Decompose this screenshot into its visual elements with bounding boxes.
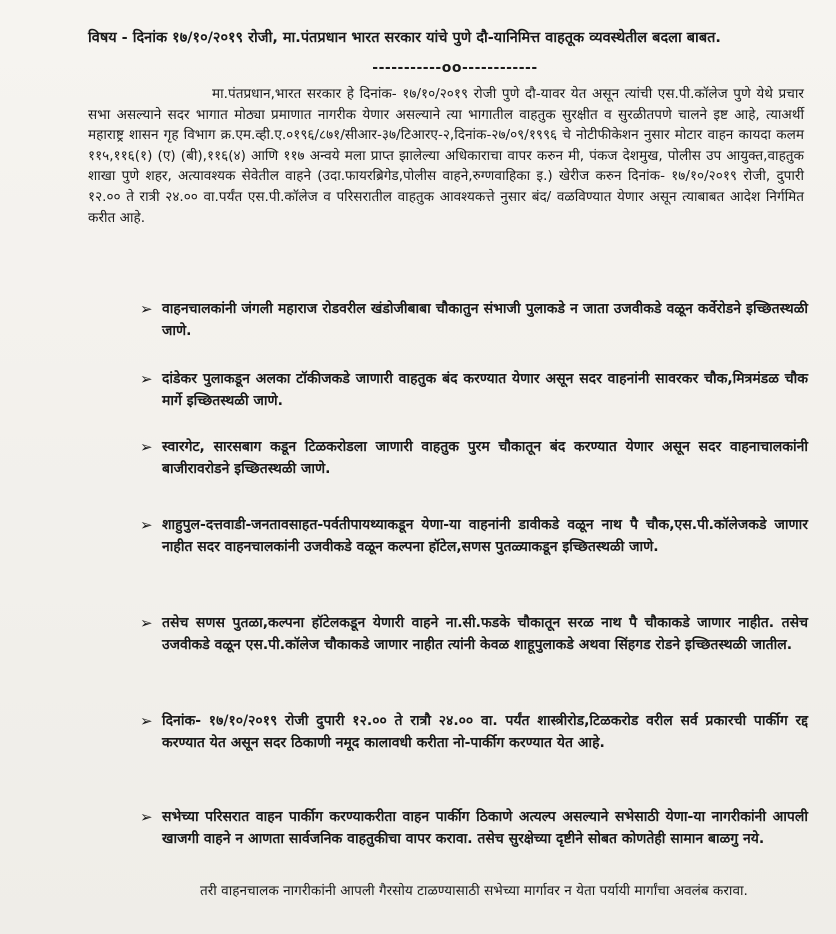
order-point-4 [140,514,808,558]
arrow-bullet-icon: ➢ [140,300,153,318]
order-point-text: तसेच सणस पुतळा,कल्पना हॉटेलकडून येणारी वाहने ना.सी.फडके चौकातून सरळ नाथ पै चौकाकडे जाणार नाहीत. तसेच उजवीकडे वळून एस.पी.कॉलेज चौकाकडे जाणार नाहीत त्यांनी केवळ शाहूपुलाकडे अथवा सिंहगड रोडने इच्छितस्थळी जातील. [162,615,808,653]
arrow-bullet-icon: ➢ [140,614,153,632]
arrow-bullet-icon: ➢ [140,370,153,388]
order-point-7 [140,806,808,850]
order-point-text: दिनांक- १७/१०/२०१९ रोजी दुपारी १२.०० ते रात्रौ २४.०० वा. पर्यंत शास्त्रीरोड,टिळकरोड वरील सर्व प्रकारची पार्कीग रद्द करण्यात येत असून सदर ठिकाणी नमूद कालावधी करीता नो-पार्कीग करण्यात येत आहे. [162,713,808,751]
order-point-text: शाहुपुल-दत्तवाडी-जनतावसाहत-पर्वतीपायथ्याकडून येणा-या वाहनांनी डावीकडे वळून नाथ पै चौक,एस.पी.कॉलेजकडे जाणार नाहीत सदर वाहनचालकांनी उजवीकडे वळून कल्पना हॉटेल,सणस पुतळ्याकडून इच्छितस्थळी जाणे. [162,517,808,555]
intro-paragraph: मा.पंतप्रधान,भारत सरकार हे दिनांक- १७/१०/२०१९ रोजी पुणे दौ-यावर येत असून त्यांची एस.पी.कॉलेज पुणे येथे प्रचार सभा असल्याने सदर भागात मोठ्या प्रमाणात नागरीक येणार असल्याने त्या भागातील वाहतुक सुरक्षीत व सुरळीतपणे चालने इष्ट आहे, त्याअर्थी महाराष्ट्र शासन गृह विभाग क्र.एम.व्ही.ए.०१९६/८७१/सीआर-३७/टिआरए-२,दिनांक-२७/०९/१९९६ चे नोटीफीकेशन नुसार मोटार वाहन कायदा कलम ११५,११६(१) (ए) (बी),११६(४) आणि ११७ अन्वये मला प्राप्त झालेल्या अधिकाराचा वापर करुन मी, पंकज देशमुख, पोलीस उप आयुक्त,वाहतुक शाखा पुणे शहर, अत्यावश्यक सेवेतील वाहने (उदा.फायरब्रिगेड,पोलीस वाहने,रुग्णवाहिका इ.) खेरीज करुन दिनांक- १७/१०/२०१९ रोजी, दुपारी १२.०० ते रात्री २४.०० वा.पर्यंत एस.पी.कॉलेज व परिसरातील वाहतुक आवश्यकत्ते नुसार बंद/ वळविण्यात येणार असून त्याबाबत आदेश निर्गमित करीत आहे. [88,86,804,226]
order-point-1 [140,298,808,342]
arrow-bullet-icon: ➢ [140,808,153,826]
arrow-bullet-icon: ➢ [140,712,153,730]
order-point-text: दांडेकर पुलाकडून अलका टॉकीजकडे जाणारी वाहतुक बंद करण्यात येणार असून सदर वाहनांनी सावरकर चौक,मित्रमंडळ चौक मार्गे इच्छितस्थळी जाणे. [162,371,808,409]
order-point-2 [140,368,808,412]
order-point-5 [140,612,808,656]
divider-line: -----------oo------------ [372,60,538,76]
arrow-bullet-icon: ➢ [140,438,153,456]
order-point-text: सभेच्या परिसरात वाहन पार्कीग करण्याकरीता वाहन पार्कीग ठिकाणे अत्यल्प असल्याने सभेसाठी येणा-या नागरीकांनी आपली खाजगी वाहने न आणता सार्वजनिक वाहतुकीचा वापर करावा. तसेच सुरक्षेच्या दृष्टीने सोबत कोणतेही सामान बाळगु नये. [162,809,808,847]
order-point-text: स्वारगेट, सारसबाग कडून टिळकरोडला जाणारी वाहतुक पुरम चौकातून बंद करण्यात येणार असून सदर वाहनाचालकांनी बाजीरावरोडने इच्छितस्थळी जाणे. [162,439,808,477]
closing-paragraph: तरी वाहनचालक नागरीकांनी आपली गैरसोय टाळण्यासाठी सभेच्या मार्गावर न येता पर्यायी मार्गांचा अवलंब करावा. [200,883,748,899]
order-point-6 [140,710,808,754]
arrow-bullet-icon: ➢ [140,516,153,534]
order-point-text: वाहनचालकांनी जंगली महाराज रोडवरील खंडोजीबाबा चौकातुन संभाजी पुलाकडे न जाता उजवीकडे वळून कर्वेरोडने इच्छितस्थळी जाणे. [162,301,808,339]
subject-line: विषय - दिनांक १७/१०/२०१९ रोजी, मा.पंतप्रधान भारत सरकार यांचे पुणे दौ-यानिमित्त वाहतूक व्यवस्थेतील बदला बाबत. [88,29,721,46]
order-point-3 [140,436,808,480]
